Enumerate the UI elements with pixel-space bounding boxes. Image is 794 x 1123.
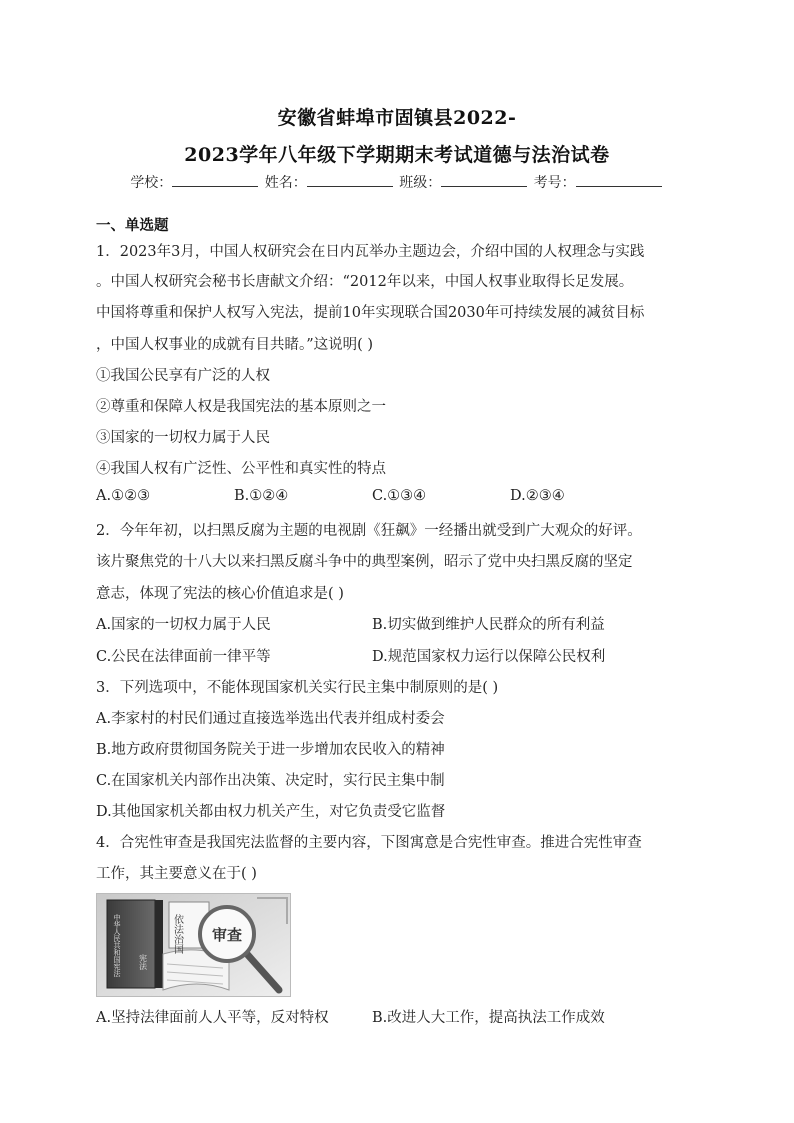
q3-option-a[interactable]: A.李家村的村民们通过直接选举选出代表并组成村委会: [96, 711, 445, 727]
q3-option-b[interactable]: B.地方政府贯彻国务院关于进一步增加农民收入的精神: [96, 742, 445, 758]
constitutional-review-illustration: [96, 893, 291, 997]
q1-statement: ④我国人权有广泛性、公平性和真实性的特点: [96, 461, 386, 477]
q4-line: 4．合宪性审查是我国宪法监督的主要内容，下图寓意是合宪性审查。推进合宪性审查: [96, 835, 642, 851]
exam-title-line1: 安徽省蚌埠市固镇县2022-: [277, 107, 517, 129]
q2-line: 2．今年年初，以扫黑反腐为主题的电视剧《狂飙》一经播出就受到广大观众的好评。: [96, 523, 642, 539]
q2-line: 意志，体现了宪法的核心价值追求是( ): [96, 586, 344, 602]
q2-option-a[interactable]: A.国家的一切权力属于人民: [96, 617, 271, 633]
q1-statement: ②尊重和保障人权是我国宪法的基本原则之一: [96, 399, 386, 415]
q1-option-c[interactable]: C.①③④: [372, 488, 427, 504]
name-blank[interactable]: [307, 174, 393, 187]
magnifier-text: 审查: [211, 926, 243, 944]
student-info-row: [0, 172, 794, 192]
q1-line: 中国将尊重和保护人权写入宪法，提前10年实现联合国2030年可持续发展的减贫目标: [96, 305, 645, 321]
q4-option-b[interactable]: B.改进人大工作，提高执法工作成效: [372, 1010, 605, 1026]
q1-line: ，中国人权事业的成就有目共睹。”这说明( ): [96, 337, 374, 353]
q1-option-a[interactable]: A.①②③: [96, 488, 151, 504]
card-text: 依法治国: [171, 914, 183, 954]
name-label: 姓名：: [264, 175, 307, 191]
q1-line: 1．2023年3月，中国人权研究会在日内瓦举办主题边会，介绍中国的人权理念与实践: [96, 244, 645, 260]
book-spine-text: 宪法: [138, 954, 148, 970]
q4-line: 工作，其主要意义在于( ): [96, 866, 257, 882]
q2-option-c[interactable]: C.公民在法律面前一律平等: [96, 649, 271, 665]
class-blank[interactable]: [441, 174, 527, 187]
q1-statement: ①我国公民享有广泛的人权: [96, 368, 270, 384]
q3-option-d[interactable]: D.其他国家机关都由权力机关产生，对它负责受它监督: [96, 804, 446, 820]
school-label: 学校：: [130, 175, 173, 191]
q1-statement: ③国家的一切权力属于人民: [96, 430, 270, 446]
illustration-svg: [97, 894, 290, 996]
q1-option-d[interactable]: D.②③④: [510, 488, 565, 504]
school-blank[interactable]: [172, 174, 258, 187]
q3-line: 3．下列选项中，不能体现国家机关实行民主集中制原则的是( ): [96, 680, 499, 696]
book-title-text: 中华人民共和国宪法: [113, 914, 121, 977]
q1-line: 。中国人权研究会秘书长唐献文介绍：“2012年以来，中国人权事业取得长足发展。: [96, 274, 634, 290]
number-label: 考号：: [533, 175, 576, 191]
q3-option-c[interactable]: C.在国家机关内部作出决策、决定时，实行民主集中制: [96, 773, 445, 789]
q2-line: 该片聚焦党的十八大以来扫黑反腐斗争中的典型案例，昭示了党中央扫黑反腐的坚定: [96, 554, 633, 570]
exam-title-line2: 2023学年八年级下学期期末考试道德与法治试卷: [184, 144, 610, 166]
q2-option-d[interactable]: D.规范国家权力运行以保障公民权利: [372, 649, 606, 665]
section-title: 一、单选题: [96, 217, 169, 234]
q4-option-a[interactable]: A.坚持法律面前人人平等，反对特权: [96, 1010, 329, 1026]
class-label: 班级：: [399, 175, 442, 191]
q1-option-b[interactable]: B.①②④: [234, 488, 289, 504]
number-blank[interactable]: [576, 174, 662, 187]
q2-option-b[interactable]: B.切实做到维护人民群众的所有利益: [372, 617, 605, 633]
